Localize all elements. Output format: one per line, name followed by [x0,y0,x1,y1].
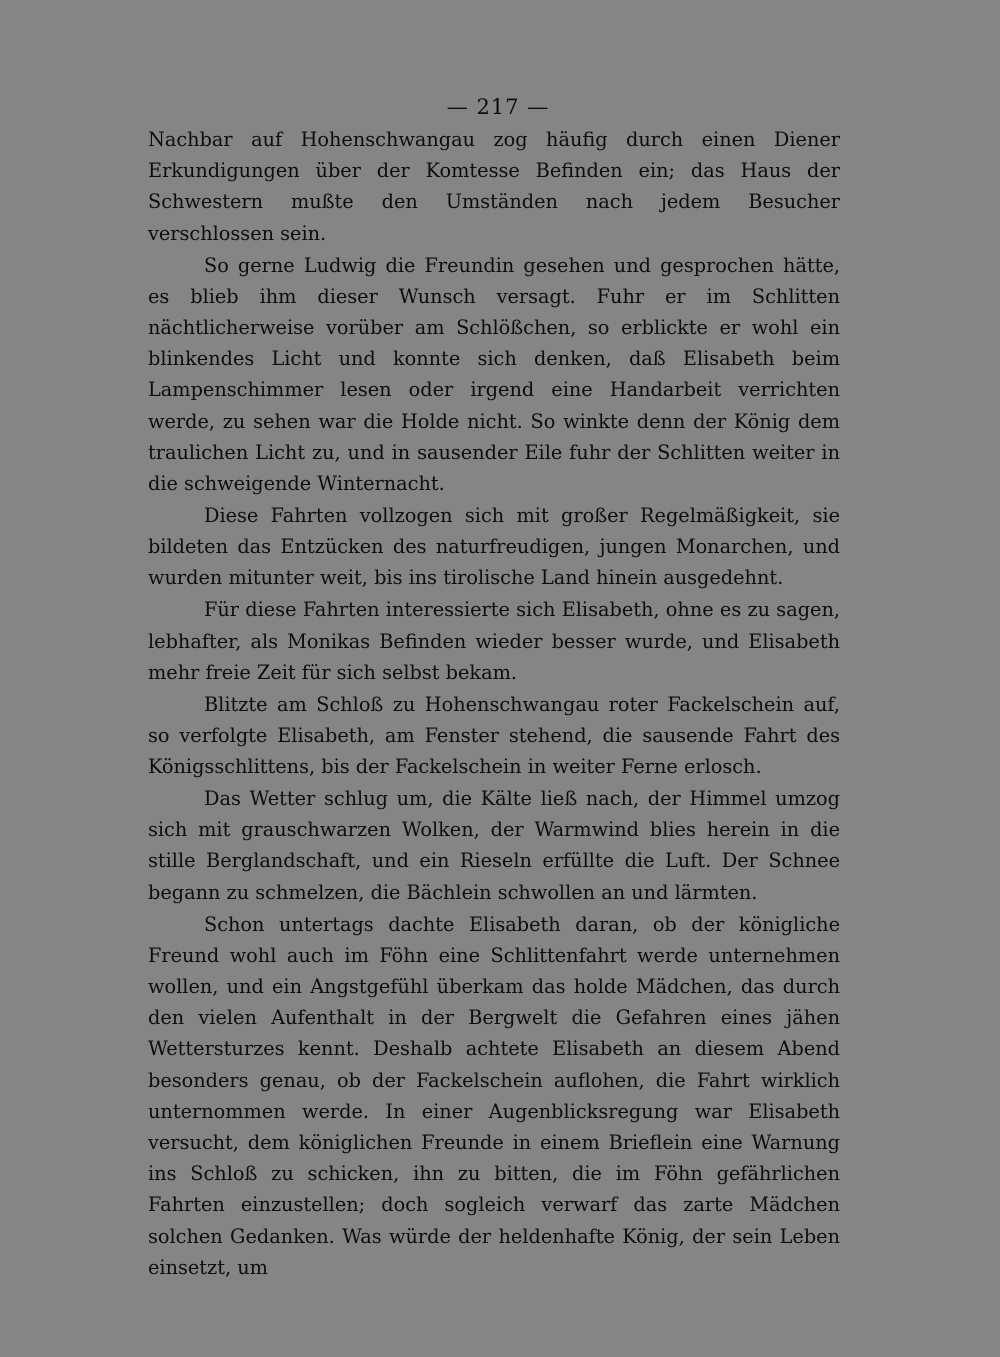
paragraph-7: Schon untertags dachte Elisabeth daran, ob der königliche Freund wohl auch im Föhn eine Schlittenfahrt werde unternehmen wollen, und ein Angstgefühl überkam das holde Mädchen, das durch den vielen Aufenthalt in der Bergwelt die Gefahren eines jähen Wettersturzes kennt. Deshalb achtete Elisabeth an diesem Abend besonders genau, ob der Fackelschein auflohen, die Fahrt wirklich unternommen werde. In einer Augenblicksregung war Elisabeth versucht, dem königlichen Freunde in einem Brieflein eine Warnung ins Schloß zu schicken, ihn zu bitten, die im Föhn gefährlichen Fahrten einzustellen; doch sogleich verwarf das zarte Mädchen solchen Gedanken. Was würde der heldenhafte König, der sein Leben einsetzt, um [148,912,840,1279]
paragraph-4: Für diese Fahrten interessierte sich Elisabeth, ohne es zu sagen, lebhafter, als Monikas Befinden wieder besser wurde, und Elisabeth mehr freie Zeit für sich selbst bekam. [148,598,840,684]
paragraph-3: Diese Fahrten vollzogen sich mit großer Regelmäßigkeit, sie bildeten das Entzücken des naturfreudigen, jungen Monarchen, und wurden mitunter weit, bis ins tirolische Land hinein ausgedehnt. [148,503,840,590]
page-number: — 217 — [446,95,550,119]
paragraph-6: Das Wetter schlug um, die Kälte ließ nach, der Himmel umzog sich mit grauschwarzen Wolken, der Warmwind blies herein in die stille Berglandschaft, und ein Rieseln erfüllte die Luft. Der Schnee begann zu schmelzen, die Bächlein schwollen an und lärmten. [148,787,840,904]
body-text [148,124,840,1283]
book-page [148,92,840,1283]
paragraph-5: Blitzte am Schloß zu Hohenschwangau roter Fackelschein auf, so verfolgte Elisabeth, am Fenster stehend, die sausende Fahrt des Königsschlittens, bis der Fackelschein in weiter Ferne erlosch. [148,692,840,779]
paragraph-2: So gerne Ludwig die Freundin gesehen und gesprochen hätte, es blieb ihm dieser Wunsch versagt. Fuhr er im Schlitten nächtlicherweise vorüber am Schlößchen, so erblickte er wohl ein blinkendes Licht und konnte sich denken, daß Elisabeth beim Lampenschimmer lesen oder irgend eine Handarbeit verrichten werde, zu sehen war die Holde nicht. So winkte denn der König dem traulichen Licht zu, und in sausender Eile fuhr der Schlitten weiter in die schweigende Winternacht. [148,253,840,495]
paragraph-1: Nachbar auf Hohenschwangau zog häufig durch einen Diener Erkundigungen über der Komtesse Befinden ein; das Haus der Schwestern mußte den Umständen nach jedem Besucher verschlossen sein. [148,128,840,245]
